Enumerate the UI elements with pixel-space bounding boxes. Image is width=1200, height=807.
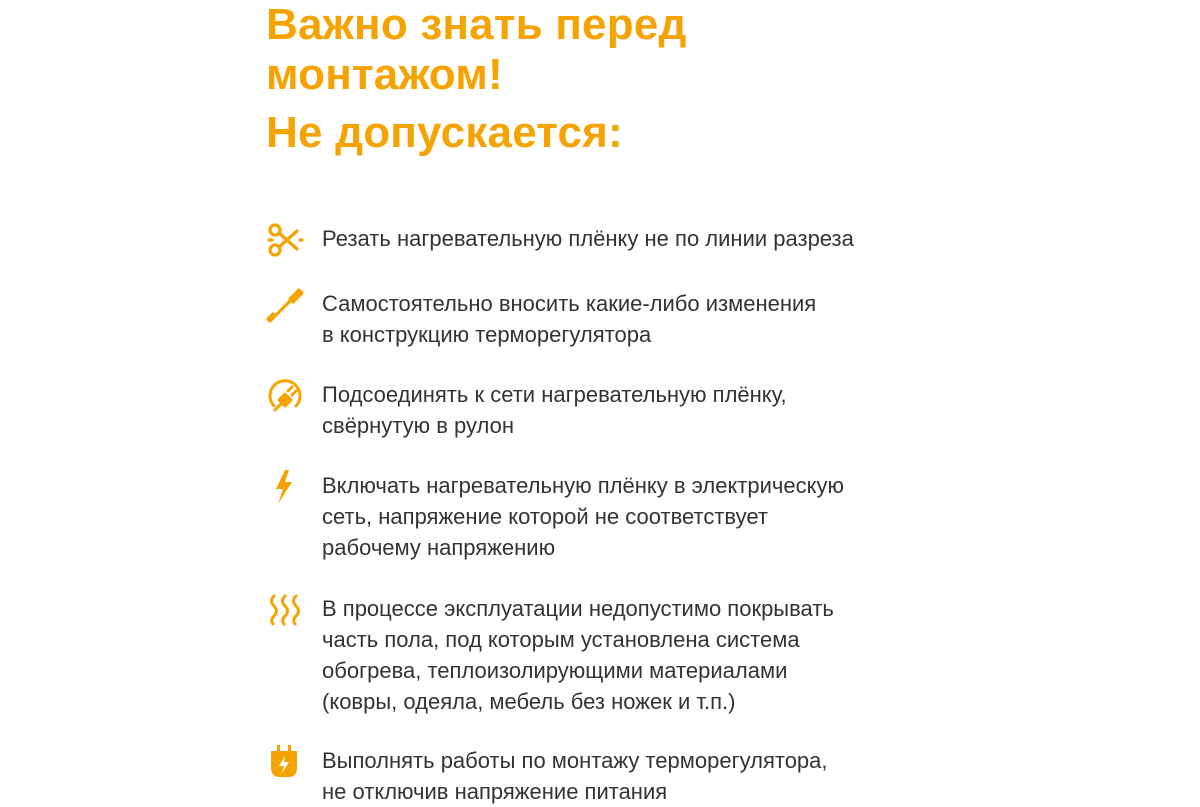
scissors-icon <box>266 222 308 258</box>
heat-waves-icon <box>266 592 308 628</box>
page-subtitle: Не допускается: <box>266 108 623 157</box>
rule-item-power-off <box>266 744 986 807</box>
rule-item-voltage <box>266 469 986 563</box>
rule-item-covering-floor <box>266 592 986 717</box>
rule-text: Резать нагревательную плёнку не по линии разреза <box>322 226 854 251</box>
rule-text: Включать нагревательную плёнку в электрическую сеть, напряжение которой не соответствует рабочему напряжению <box>322 473 845 560</box>
lightning-icon <box>266 469 308 505</box>
power-outlet-icon <box>266 744 308 780</box>
rule-item-rolled-film <box>266 378 986 441</box>
screwdriver-icon <box>266 287 308 323</box>
rule-text: В процессе эксплуатации недопустимо покрывать часть пола, под которым установлена система обогрева, теплоизолирующими материалами (ковры, одеяла, мебель без ножек и т.п.) <box>322 596 834 714</box>
plug-icon <box>266 378 308 414</box>
prohibited-actions-list <box>266 222 986 807</box>
rule-text: Выполнять работы по монтажу терморегулятора, не отключив напряжение питания <box>322 748 828 804</box>
page-title: Важно знать перед монтажом! <box>266 0 687 99</box>
rule-text: Самостоятельно вносить какие-либо изменения в конструкцию терморегулятора <box>322 291 817 347</box>
rule-item-cutting <box>266 222 986 258</box>
rule-text: Подсоединять к сети нагревательную плёнку, свёрнутую в рулон <box>322 382 787 438</box>
rule-item-modification <box>266 287 986 350</box>
